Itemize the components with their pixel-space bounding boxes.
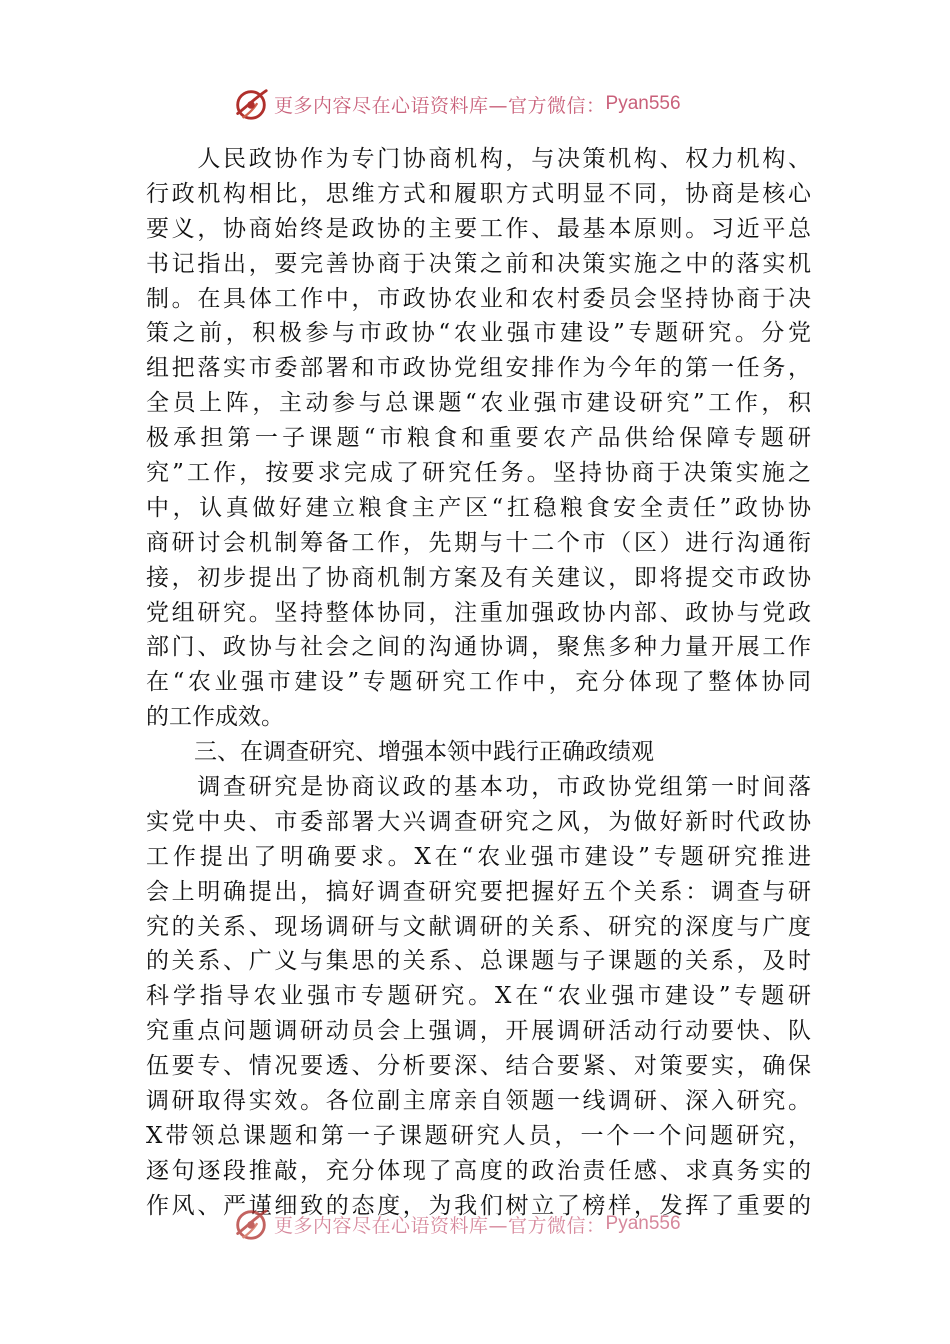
watermark-contact: Pyan556 [605, 1213, 681, 1234]
text-line: 部门、政协与社会之间的沟通协调，聚焦多种力量开展工作 [146, 634, 811, 661]
text-line: 组把落实市委部署和市政协党组安排作为今年的第一任务， [146, 355, 811, 382]
text-line: 策之前，积极参与市政协“农业强市建设”专题研究。分党 [146, 320, 811, 347]
text-line: 工作提出了明确要求。X在“农业强市建设”专题研究推进 [146, 843, 811, 870]
text-line: 极承担第一子课题“市粮食和重要农产品供给保障专题研 [146, 425, 811, 452]
text-line: 行政机构相比，思维方式和履职方式明显不同，协商是核心 [146, 180, 811, 207]
text-line: 究的关系、现场调研与文献调研的关系、研究的深度与广度 [146, 913, 811, 940]
calligraphy-logo-icon [232, 1205, 270, 1243]
text-line: 究”工作，按要求完成了研究任务。坚持协商于决策实施之 [146, 460, 811, 487]
text-line: 商研讨会机制筹备工作，先期与十二个市（区）进行沟通衔 [146, 529, 811, 556]
text-line: 伍要专、情况要透、分析要深、结合要紧、对策要实，确保 [146, 1053, 811, 1080]
text-line: 科学指导农业强市专题研究。X在“农业强市建设”专题研 [146, 983, 811, 1010]
text-line: 会上明确提出，搞好调查研究要把握好五个关系：调查与研 [146, 878, 811, 905]
document-body [146, 142, 811, 1224]
text-line: 接，初步提出了协商机制方案及有关建议，即将提交市政协 [146, 564, 811, 591]
text-line: 在“农业强市建设”专题研究工作中，充分体现了整体协同 [146, 669, 811, 696]
text-line: 中，认真做好建立粮食主产区“扛稳粮食安全责任”政协协 [146, 494, 811, 521]
text-line: X带领总课题和第一子课题研究人员，一个一个问题研究， [146, 1122, 811, 1149]
text-line: 逐句逐段推敲，充分体现了高度的政治责任感、求真务实的 [146, 1157, 811, 1184]
footer-watermark [232, 1204, 681, 1244]
text-line: 人民政协作为专门协商机构，与决策机构、权力机构、 [146, 146, 811, 172]
watermark-contact: Pyan556 [605, 93, 681, 114]
text-line: 究重点问题调研动员会上强调，开展调研活动行动要快、队 [146, 1018, 811, 1045]
watermark-text: 更多内容尽在心语资料库—官方微信： [274, 94, 606, 117]
text-line: 书记指出，要完善协商于决策之前和决策实施之中的落实机 [146, 250, 811, 277]
text-line: 实党中央、市委部署大兴调查研究之风，为做好新时代政协 [146, 808, 811, 835]
text-line: 制。在具体工作中，市政协农业和农村委员会坚持协商于决 [146, 285, 811, 312]
watermark-text: 更多内容尽在心语资料库—官方微信： [274, 1214, 606, 1237]
section-heading: 三、在调查研究、增强本领中践行正确政绩观 [194, 739, 654, 766]
text-line: 的关系、广义与集思的关系、总课题与子课题的关系，及时 [146, 948, 811, 975]
text-line: 调研取得实效。各位副主席亲自领题一线调研、深入研究。 [146, 1088, 811, 1115]
header-watermark [232, 84, 681, 124]
text-line: 要义，协商始终是政协的主要工作、最基本原则。习近平总 [146, 215, 811, 242]
text-line: 党组研究。坚持整体协同，注重加强政协内部、政协与党政 [146, 599, 811, 626]
calligraphy-logo-icon [232, 85, 270, 123]
text-line: 全员上阵，主动参与总课题“农业强市建设研究”工作，积 [146, 390, 811, 417]
text-line: 调查研究是协商议政的基本功，市政协党组第一时间落 [146, 774, 811, 801]
text-line: 的工作成效。 [146, 704, 284, 731]
text-line: 作风、严谨细致的态度，为我们树立了榜样，发挥了重要的 [146, 1192, 811, 1219]
